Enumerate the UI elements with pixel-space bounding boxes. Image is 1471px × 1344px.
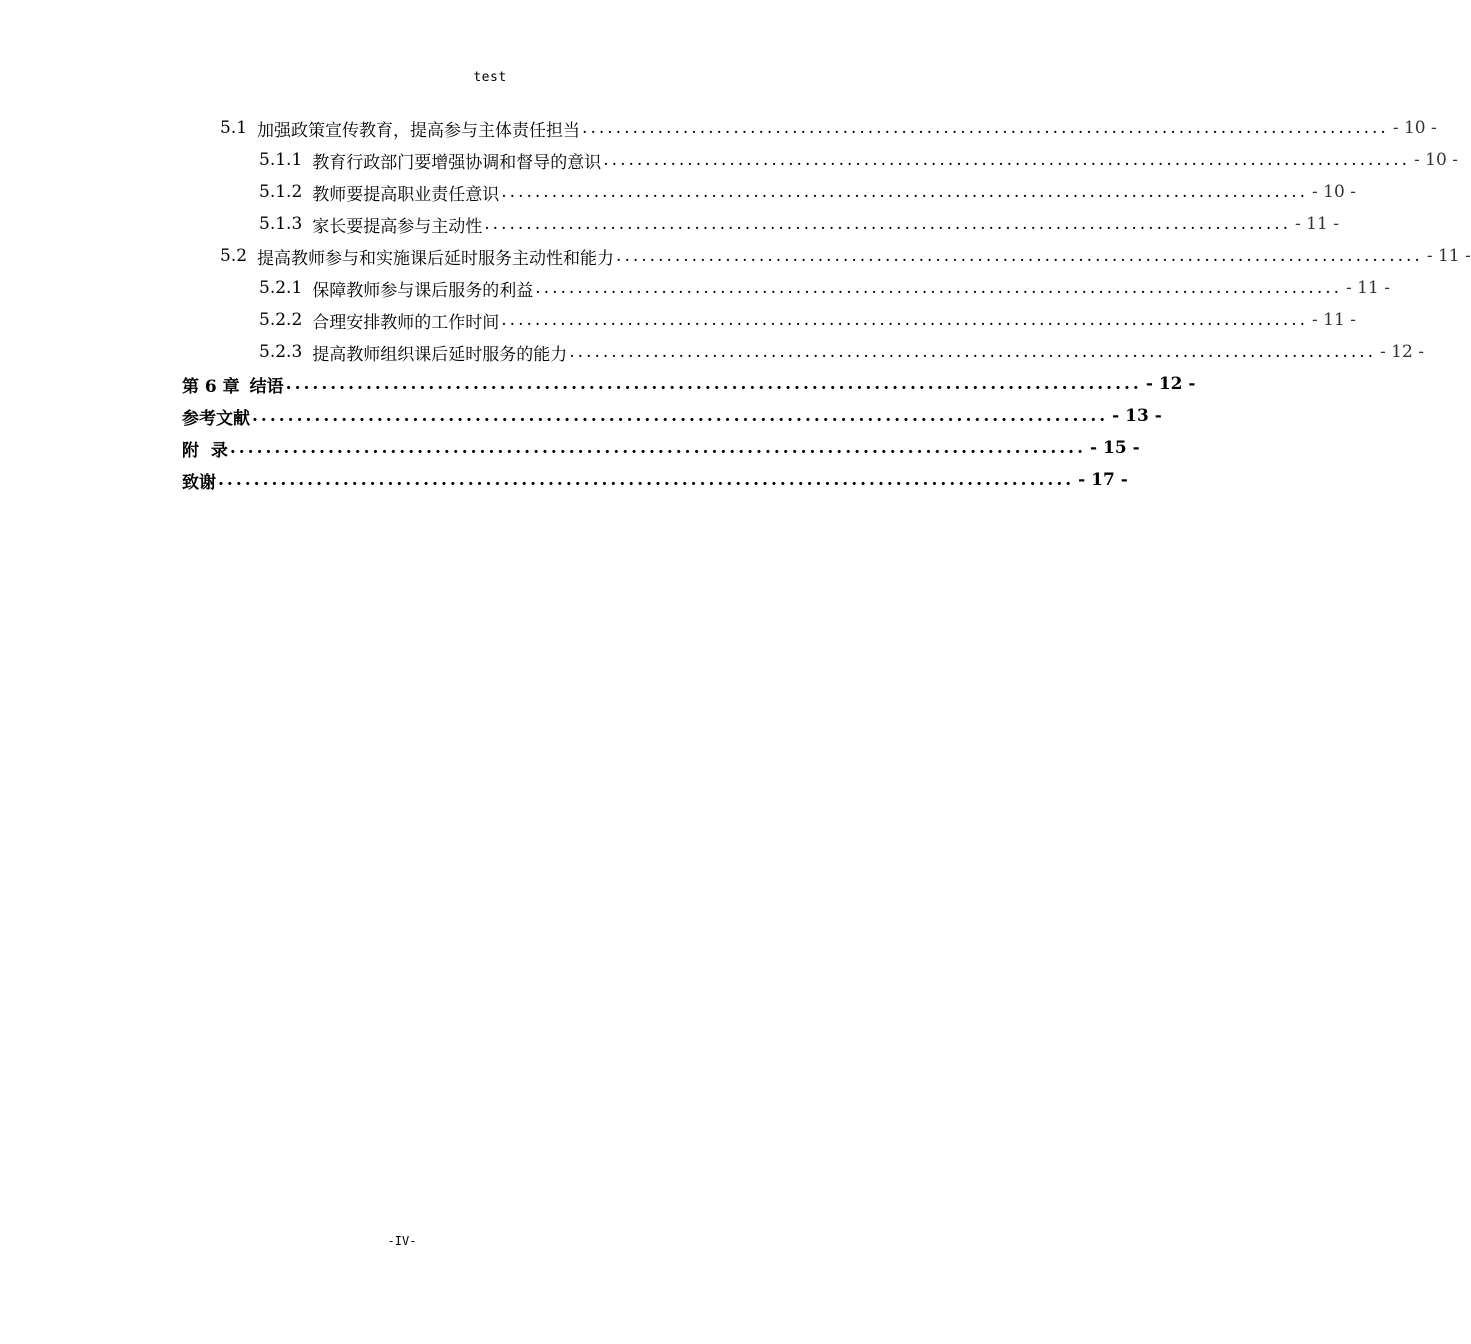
- toc-entry[interactable]: [259, 208, 1339, 240]
- toc-entry-number: 5.2: [220, 246, 248, 266]
- toc-entry-number: 5.1.1: [259, 150, 303, 170]
- toc-entry-title: 致谢: [182, 472, 216, 493]
- toc-entry-number: 第 6 章: [182, 376, 240, 397]
- toc-entry[interactable]: [182, 432, 1140, 464]
- toc-entry-number: 5.2.1: [259, 278, 303, 298]
- toc-entry[interactable]: [259, 272, 1390, 304]
- toc-entry[interactable]: [220, 112, 1437, 144]
- toc-entry-title: 结语: [249, 376, 284, 397]
- toc-entry-title: 家长要提高参与主动性: [312, 216, 483, 237]
- toc-entry-page: - 10 -: [1312, 182, 1356, 202]
- toc-dot-leader: ................................................................................................: [582, 118, 1389, 138]
- toc-dot-leader: ................................................................................................: [484, 214, 1292, 234]
- toc-entry-title: 参考文献: [182, 408, 250, 429]
- toc-entry-title: 附 录: [182, 440, 228, 461]
- toc-entry-page: - 10 -: [1414, 150, 1458, 170]
- toc-entry-title: 加强政策宣传教育，提高参与主体责任担当: [257, 120, 581, 141]
- toc-entry[interactable]: [259, 176, 1356, 208]
- toc-entry[interactable]: [182, 464, 1128, 496]
- toc-entry[interactable]: [220, 240, 1471, 272]
- toc-dot-leader: ................................................................................................: [603, 150, 1411, 170]
- page-header: test: [473, 70, 507, 85]
- toc-dot-leader: ................................................................................................: [616, 246, 1423, 266]
- toc-entry-title: 教师要提高职业责任意识: [312, 184, 500, 205]
- toc-entry-page: - 11 -: [1295, 214, 1339, 234]
- toc-entry[interactable]: [259, 144, 1458, 176]
- toc-entry-page: - 12 -: [1380, 342, 1424, 362]
- toc-entry-number: 5.1.3: [259, 214, 303, 234]
- toc-entry-page: - 17 -: [1078, 470, 1128, 490]
- toc-entry[interactable]: [259, 336, 1424, 368]
- page-number-footer: -IV-: [387, 1234, 417, 1248]
- toc-entry-number: 5.1: [220, 118, 248, 138]
- toc-dot-leader: ................................................................................................: [252, 406, 1109, 426]
- toc-dot-leader: ................................................................................................: [535, 278, 1343, 298]
- toc-entry-page: - 15 -: [1090, 438, 1140, 458]
- toc-entry-title: 提高教师参与和实施课后延时服务主动性和能力: [257, 248, 615, 269]
- toc-entry[interactable]: [259, 304, 1356, 336]
- toc-dot-leader: ................................................................................................: [569, 342, 1377, 362]
- toc-entry[interactable]: [182, 368, 1196, 400]
- toc-dot-leader: ................................................................................................: [229, 438, 1087, 458]
- toc-entry-number: 5.2.3: [259, 342, 303, 362]
- toc-entry-title: 教育行政部门要增强协调和督导的意识: [312, 152, 602, 173]
- toc-entry[interactable]: [182, 400, 1162, 432]
- toc-entry-title: 提高教师组织课后延时服务的能力: [312, 344, 568, 365]
- toc-entry-page: - 11 -: [1426, 246, 1471, 266]
- toc-entry-page: - 10 -: [1392, 118, 1437, 138]
- toc-entry-page: - 12 -: [1145, 374, 1196, 394]
- toc-entry-page: - 13 -: [1112, 406, 1162, 426]
- toc-dot-leader: ................................................................................................: [501, 310, 1309, 330]
- toc-entry-page: - 11 -: [1346, 278, 1390, 298]
- toc-dot-leader: ................................................................................................: [501, 182, 1309, 202]
- toc-entry-page: - 11 -: [1312, 310, 1356, 330]
- toc-dot-leader: ................................................................................................: [285, 374, 1142, 394]
- toc-entry-title: 保障教师参与课后服务的利益: [312, 280, 534, 301]
- toc-entry-number: 5.1.2: [259, 182, 303, 202]
- toc-dot-leader: ................................................................................................: [218, 470, 1075, 490]
- toc-entry-number: 5.2.2: [259, 310, 303, 330]
- toc-entry-title: 合理安排教师的工作时间: [312, 312, 500, 333]
